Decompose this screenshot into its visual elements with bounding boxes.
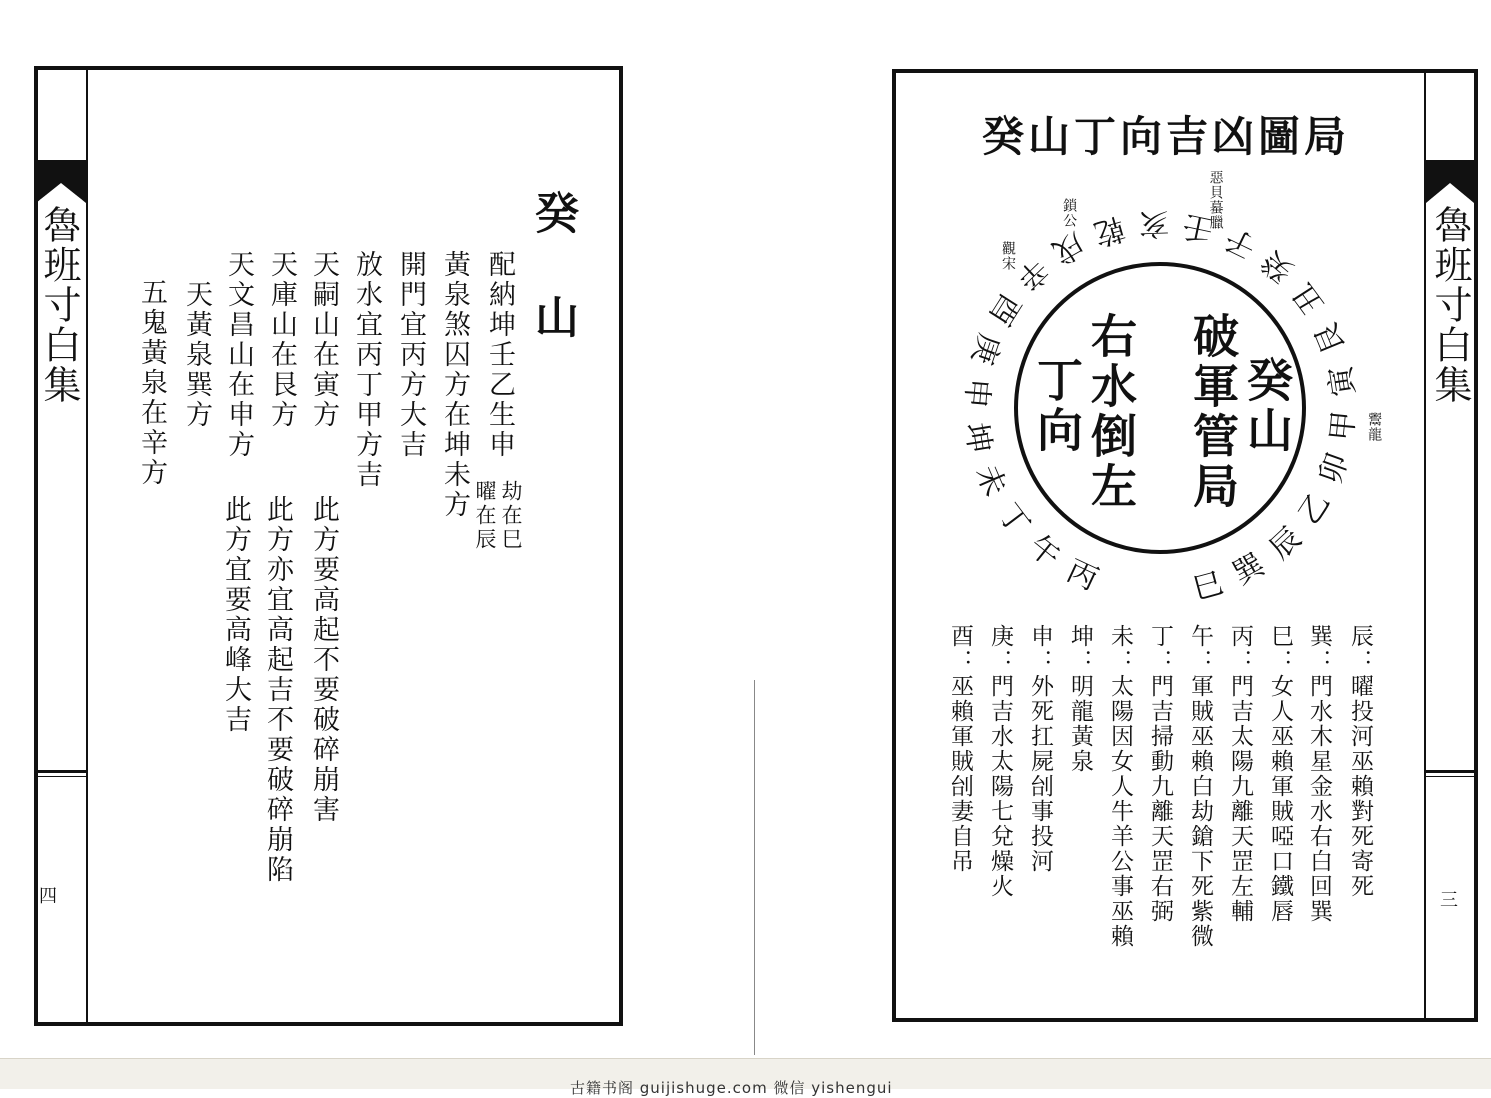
center-column-2: 破軍管局 — [1186, 312, 1240, 512]
compass-ring-char: 坤 — [958, 420, 998, 456]
left-column-6: 天庫山在艮方 — [266, 250, 297, 430]
right-page-number: 三 — [1440, 890, 1458, 911]
compass-ring-char: 丁 — [989, 496, 1036, 543]
left-lower-column-3: 此方宜要高峰大吉 — [220, 495, 251, 735]
center-column-3: 右水倒左 — [1084, 312, 1138, 512]
left-page-number: 四 — [39, 886, 57, 907]
compass-ring-char: 丑 — [1285, 276, 1332, 322]
footer-strip — [0, 1058, 1491, 1097]
compass-ring-char: 巳 — [1188, 565, 1227, 607]
left-margin-rule-bottom — [36, 770, 86, 773]
right-title: 癸山丁向吉凶圖局 — [982, 112, 1351, 161]
left-page-inner-rule — [86, 70, 88, 1022]
left-column-9: 五鬼黃泉在辛方 — [136, 278, 167, 488]
right-side-title: 魯班寸白集 — [1428, 205, 1472, 405]
compass-ring-char: 癸 — [1255, 243, 1301, 290]
bottom-column-4: 丙：門吉太陽九離天罡左輔 — [1227, 624, 1253, 924]
left-column-5: 天嗣山在寅方 — [308, 250, 339, 430]
left-note-1: 劫在巳 — [499, 480, 523, 552]
left-lower-column-1: 此方要高起不要破碎崩害 — [308, 495, 339, 825]
compass-ring-char: 辰 — [1262, 520, 1309, 567]
compass-ring-char: 申 — [957, 376, 995, 410]
compass-ring-note: 觀宋 — [999, 240, 1016, 271]
left-column-7: 天文昌山在申方 — [223, 250, 254, 460]
compass-ring-note: 惡貝蟇臘 — [1207, 170, 1224, 231]
bottom-column-6: 丁：門吉掃動九離天罡右弼 — [1147, 624, 1173, 924]
left-fishtail-emblem — [36, 163, 86, 203]
compass-ring-char: 亥 — [1138, 205, 1170, 242]
bottom-column-5: 午：軍賊巫賴白劫鎗下死紫微 — [1187, 624, 1213, 949]
compass-ring-char: 午 — [1021, 528, 1067, 575]
compass-ring-note: 鎖公 — [1061, 198, 1078, 229]
compass-ring-char: 辛 — [1009, 251, 1056, 298]
left-column-1: 配納坤壬乙生申 — [484, 250, 515, 460]
compass-ring-char: 乙 — [1291, 487, 1338, 532]
footer-watermark-text: 古籍书阁 guijishuge.com 微信 yishengui — [570, 1079, 893, 1097]
left-column-4: 放水宜丙丁甲方吉 — [351, 250, 382, 490]
right-margin-rule-bottom — [1426, 770, 1474, 773]
bottom-column-11: 酉：巫賴軍賊刣妻自吊 — [947, 624, 973, 874]
left-side-title: 魯班寸白集 — [37, 205, 81, 405]
compass-ring-char: 戌 — [1046, 225, 1091, 271]
compass-ring-char: 壬 — [1179, 207, 1217, 248]
left-note-2: 曜在辰 — [473, 480, 497, 552]
right-fishtail-emblem — [1426, 163, 1474, 203]
bottom-column-7: 未：太陽因女人牛羊公事巫賴 — [1107, 624, 1133, 949]
compass-ring-char: 卯 — [1312, 449, 1356, 490]
left-margin-rule-bottom2 — [36, 776, 86, 777]
compass-ring-char: 艮 — [1308, 317, 1353, 359]
compass-ring-char: 未 — [968, 460, 1013, 502]
compass-ring-char: 乾 — [1090, 209, 1129, 252]
bottom-column-10: 庚：門吉水太陽七兌燥火 — [987, 624, 1013, 899]
page-gutter-line — [754, 680, 755, 1055]
bottom-column-8: 坤：明龍黃泉 — [1067, 624, 1093, 774]
center-column-4: 丁向 — [1030, 356, 1084, 456]
compass-ring-char: 子 — [1219, 219, 1262, 265]
compass-ring-note: 鬻龍 — [1366, 411, 1383, 442]
compass-ring-char: 丙 — [1061, 553, 1104, 598]
compass-ring-char: 庚 — [963, 329, 1007, 370]
compass-ring-char: 巽 — [1227, 546, 1271, 593]
right-page-inner-rule — [1424, 73, 1426, 1018]
bottom-column-2: 巽：門水木星金水右白回巽 — [1306, 624, 1332, 924]
left-column-8: 天黃泉巽方 — [181, 280, 212, 430]
left-column-2: 黃泉煞囚方在坤未方 — [439, 250, 470, 520]
bottom-column-1: 辰：曜投河巫賴對死寄死 — [1347, 624, 1373, 899]
right-margin-rule-bottom2 — [1426, 776, 1474, 777]
compass-ring-char: 甲 — [1324, 408, 1363, 443]
compass-ring-char: 寅 — [1322, 363, 1362, 399]
center-column-1: 癸山 — [1240, 356, 1294, 456]
bottom-column-3: 巳：女人巫賴軍賊啞口鐵唇 — [1267, 624, 1293, 924]
left-heading: 癸山 — [527, 190, 578, 398]
left-lower-column-2: 此方亦宜高起吉不要破碎崩陷 — [262, 495, 293, 885]
left-column-3: 開門宜丙方大吉 — [395, 250, 426, 460]
bottom-column-9: 申：外死扛屍刣事投河 — [1027, 624, 1053, 874]
compass-ring-char: 酉 — [981, 287, 1028, 332]
